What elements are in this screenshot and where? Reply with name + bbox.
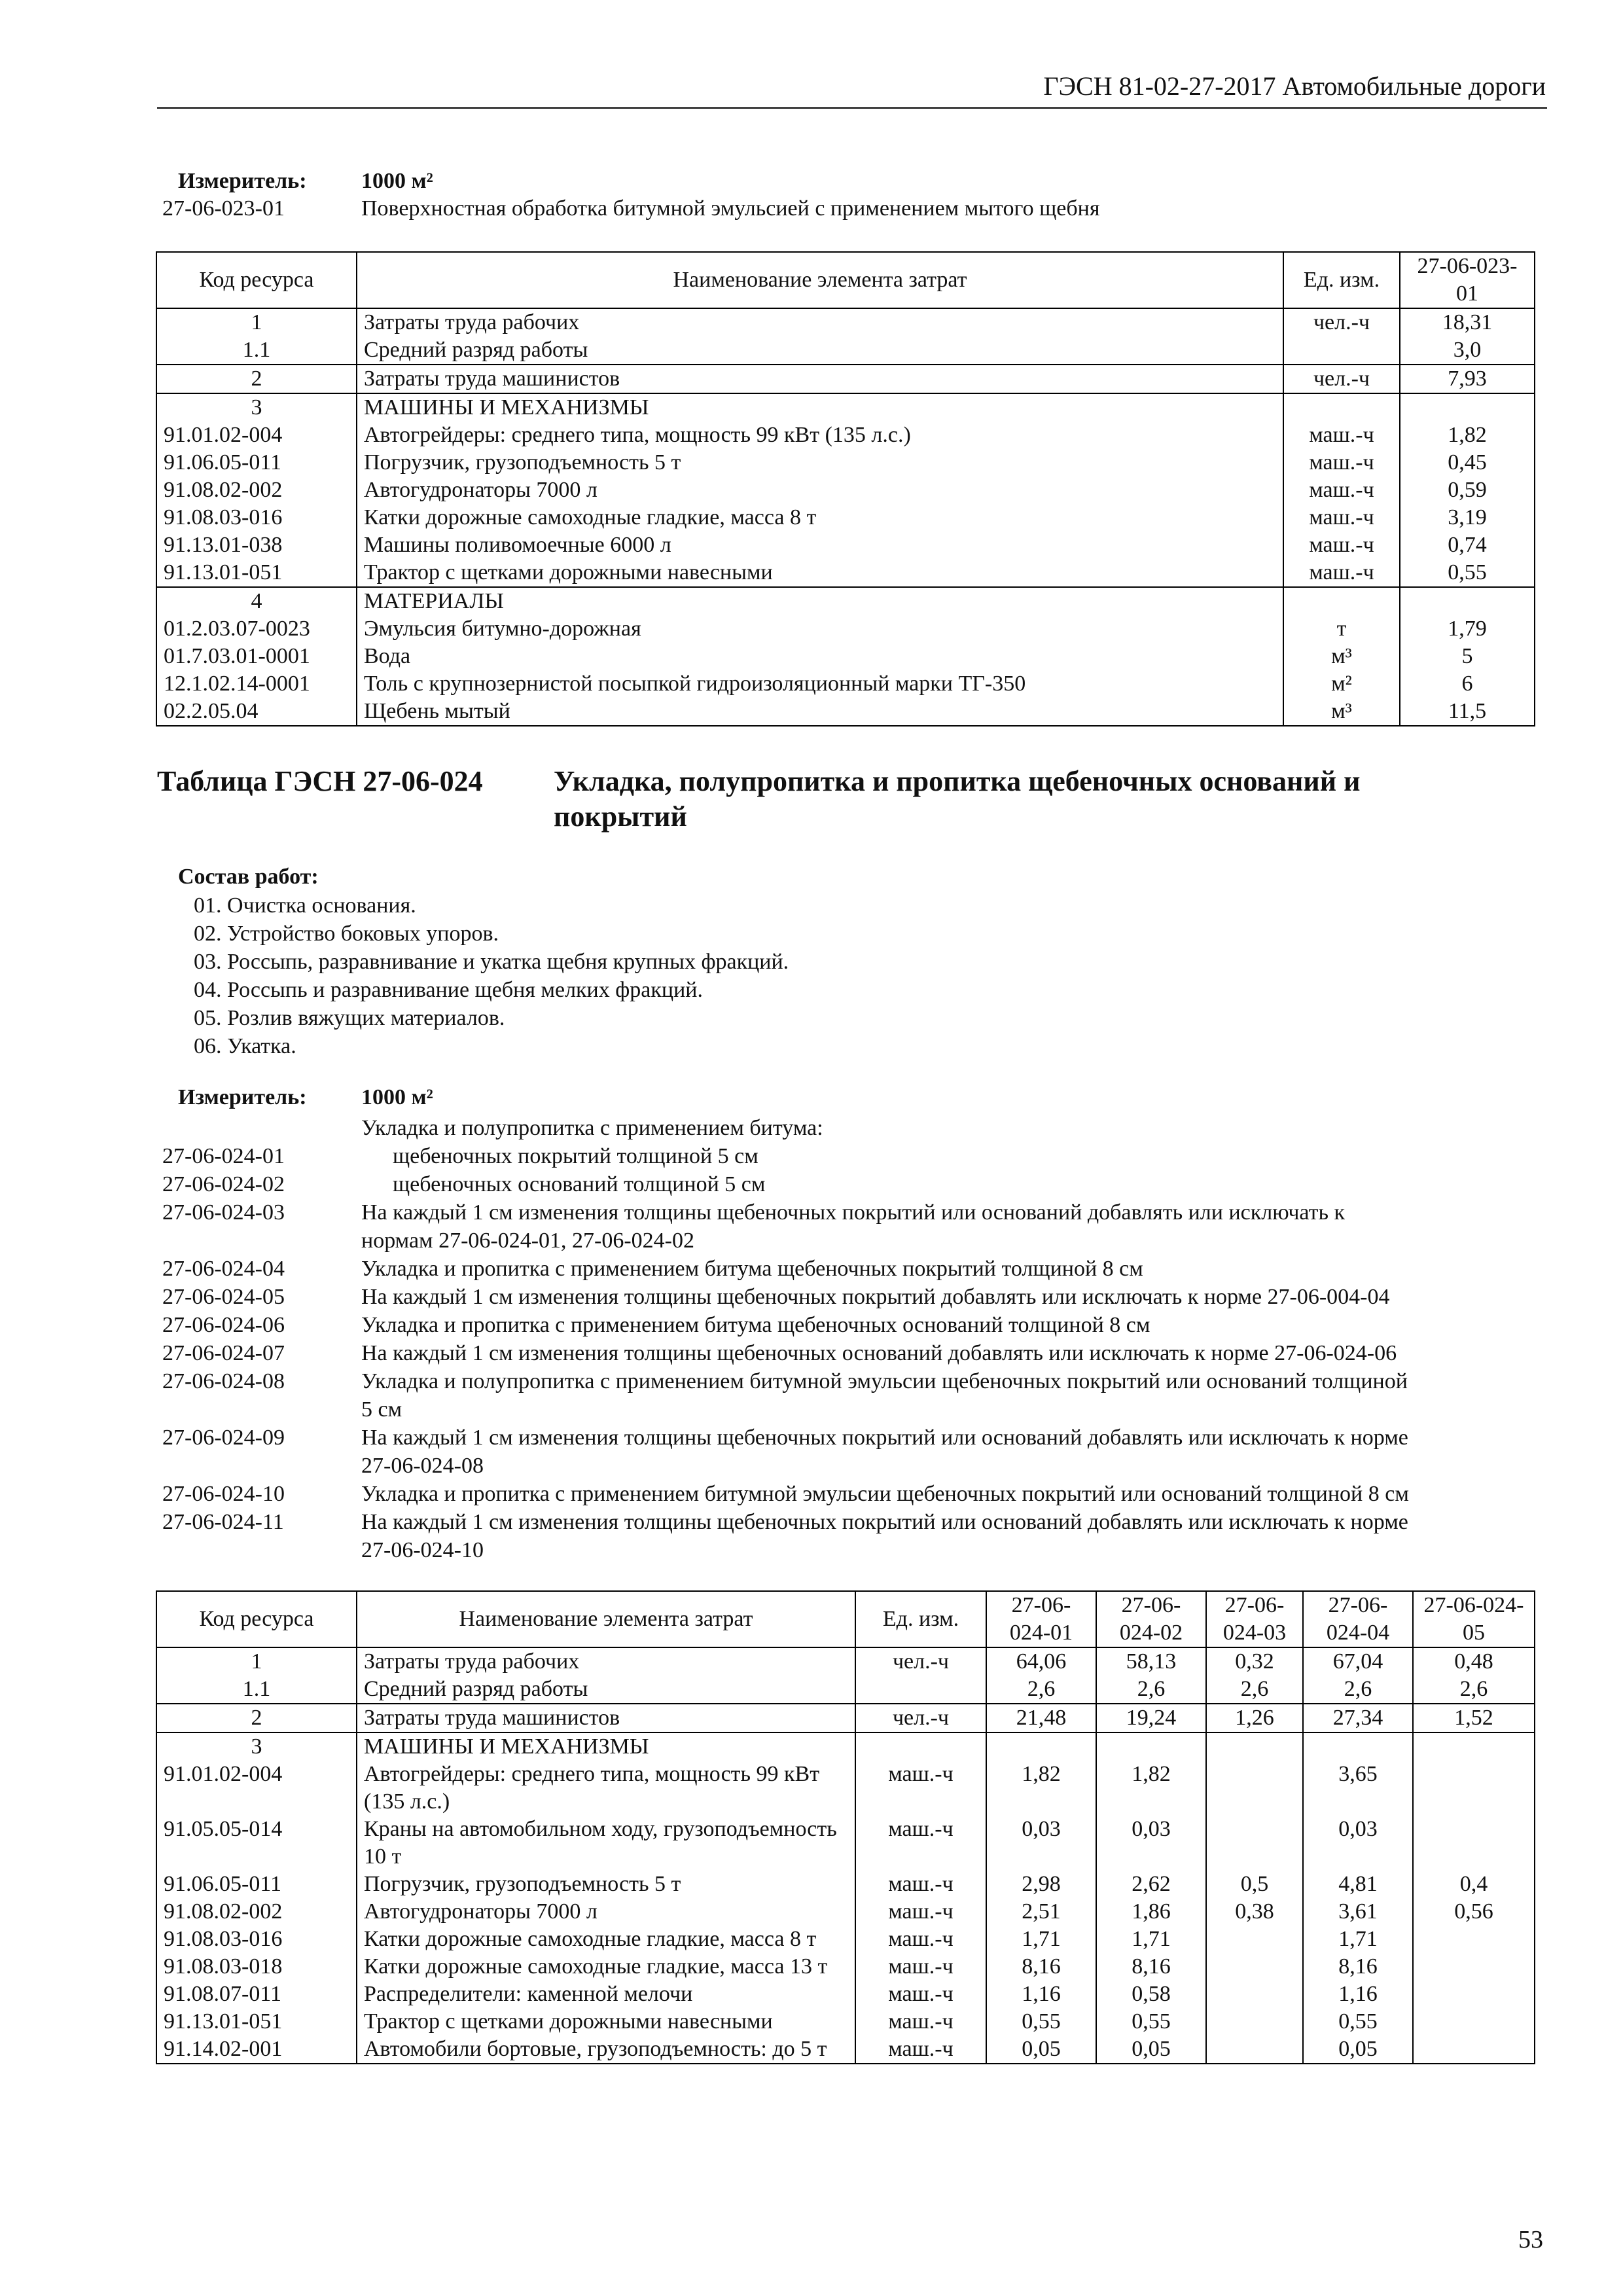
value-cell — [1206, 1732, 1303, 1761]
unit: маш.-ч — [855, 1871, 986, 1898]
value-cell: 1,52 — [1413, 1704, 1535, 1732]
unit — [1283, 336, 1400, 365]
resource-code: 1 — [156, 1647, 357, 1676]
page-number: 53 — [1518, 2226, 1543, 2253]
value-cell: 0,05 — [1096, 2036, 1206, 2064]
work-item: 06. Укатка. — [194, 1034, 296, 1058]
column-header: Наименование элемента затрат — [357, 1591, 855, 1647]
table-row — [156, 1871, 1535, 1898]
value-cell — [1413, 1761, 1535, 1816]
value-cell — [1096, 1732, 1206, 1761]
norm-row — [162, 1198, 1550, 1255]
value-cell: 6 — [1400, 670, 1535, 698]
table-row — [156, 1676, 1535, 1704]
resource-name: Автогрейдеры: среднего типа, мощность 99 кВт (135 л.с.) — [357, 422, 1283, 449]
table-row — [156, 531, 1535, 559]
column-header: Код ресурса — [156, 252, 357, 308]
unit: маш.-ч — [855, 2036, 986, 2064]
value-cell — [1206, 2008, 1303, 2036]
norm-row — [162, 1480, 1550, 1508]
column-header: Наименование элемента затрат — [357, 252, 1283, 308]
unit: м³ — [1283, 698, 1400, 726]
norms-list — [162, 1114, 1550, 1564]
resource-name: Трактор с щетками дорожными навесными — [357, 2008, 855, 2036]
value-cell: 7,93 — [1400, 365, 1535, 393]
value-cell: 0,45 — [1400, 449, 1535, 476]
unit: маш.-ч — [855, 1898, 986, 1926]
table-row — [156, 1761, 1535, 1816]
resource-name: Толь с крупнозернистой посыпкой гидроизоляционный марки ТГ-350 — [357, 670, 1283, 698]
unit: т — [1283, 615, 1400, 643]
norm-code: 27-06-024-08 — [162, 1369, 285, 1393]
value-cell: 1,16 — [986, 1981, 1096, 2008]
value-cell: 1,82 — [986, 1761, 1096, 1816]
resource-name: Погрузчик, грузоподъемность 5 т — [357, 1871, 855, 1898]
value-cell: 1,86 — [1096, 1898, 1206, 1926]
norm-text-line: Укладка и пропитка с применением битумной эмульсии щебеночных покрытий или оснований толщиной 8 см — [361, 1482, 1409, 1506]
unit: м³ — [1283, 643, 1400, 670]
norm-text-line: 27-06-024-08 — [361, 1454, 484, 1478]
value-cell — [1413, 1926, 1535, 1953]
value-cell: 2,6 — [1096, 1676, 1206, 1704]
value-cell — [1206, 1926, 1303, 1953]
value-cell: 1,79 — [1400, 615, 1535, 643]
resource-code: 91.13.01-051 — [156, 2008, 357, 2036]
norm-code: 27-06-024-07 — [162, 1341, 285, 1365]
resource-table-2 — [156, 1590, 1535, 2064]
norm-text-line: На каждый 1 см изменения толщины щебеночных покрытий или оснований добавлять или исключать к норме — [361, 1426, 1408, 1450]
unit — [855, 1732, 986, 1761]
value-cell — [1413, 1816, 1535, 1871]
norm-row — [162, 1508, 1550, 1564]
column-header: 27-06-024-05 — [1413, 1591, 1535, 1647]
value-cell: 3,61 — [1303, 1898, 1413, 1926]
resource-code: 91.06.05-011 — [156, 449, 357, 476]
value-cell — [1413, 1732, 1535, 1761]
measure-label: Измеритель: — [178, 169, 307, 193]
table-row — [156, 698, 1535, 726]
table-row — [156, 504, 1535, 531]
value-cell: 0,55 — [1303, 2008, 1413, 2036]
resource-name: МАШИНЫ И МЕХАНИЗМЫ — [357, 1732, 855, 1761]
value-cell: 11,5 — [1400, 698, 1535, 726]
value-cell: 1,71 — [986, 1926, 1096, 1953]
table-row — [156, 1816, 1535, 1871]
resource-code: 91.05.05-014 — [156, 1816, 357, 1871]
value-cell — [1413, 1981, 1535, 2008]
value-cell: 21,48 — [986, 1704, 1096, 1732]
unit: маш.-ч — [1283, 449, 1400, 476]
table-row — [156, 308, 1535, 336]
norm-row — [162, 1339, 1550, 1367]
norm-text-line: щебеночных покрытий толщиной 5 см — [393, 1144, 758, 1168]
work-item: 01. Очистка основания. — [194, 893, 416, 918]
works-list — [194, 891, 789, 1060]
resource-name: Краны на автомобильном ходу, грузоподъемность 10 т — [357, 1816, 855, 1871]
norm-code: 27-06-024-06 — [162, 1313, 285, 1337]
column-header: Ед. изм. — [855, 1591, 986, 1647]
value-cell: 0,03 — [1096, 1816, 1206, 1871]
resource-code: 91.08.03-018 — [156, 1953, 357, 1981]
value-cell: 3,0 — [1400, 336, 1535, 365]
norm-code: 27-06-024-02 — [162, 1172, 285, 1196]
value-cell: 2,51 — [986, 1898, 1096, 1926]
table-row — [156, 422, 1535, 449]
resource-name: Затраты труда машинистов — [357, 365, 1283, 393]
resource-name: Трактор с щетками дорожными навесными — [357, 559, 1283, 587]
value-cell: 1,82 — [1400, 422, 1535, 449]
resource-code: 91.14.02-001 — [156, 2036, 357, 2064]
value-cell — [1400, 393, 1535, 422]
unit: чел.-ч — [855, 1704, 986, 1732]
norm-text-line: Укладка и пропитка с применением битума щебеночных покрытий толщиной 8 см — [361, 1257, 1143, 1281]
table-row — [156, 643, 1535, 670]
norm-text-line: нормам 27-06-024-01, 27-06-024-02 — [361, 1229, 695, 1253]
column-header: 27-06-024-02 — [1096, 1591, 1206, 1647]
work-item: 04. Россыпь и разравнивание щебня мелких фракций. — [194, 978, 703, 1002]
resource-name: Автогрейдеры: среднего типа, мощность 99 кВт (135 л.с.) — [357, 1761, 855, 1816]
value-cell — [1206, 1981, 1303, 2008]
resource-name: МАШИНЫ И МЕХАНИЗМЫ — [357, 393, 1283, 422]
norm-code: 27-06-024-03 — [162, 1200, 285, 1225]
value-cell: 1,82 — [1096, 1761, 1206, 1816]
norm-text-line: На каждый 1 см изменения толщины щебеночных покрытий или оснований добавлять или исключать к — [361, 1200, 1346, 1225]
column-header: 27-06-024-01 — [986, 1591, 1096, 1647]
value-cell: 0,55 — [986, 2008, 1096, 2036]
value-cell: 0,03 — [986, 1816, 1096, 1871]
table-row — [156, 587, 1535, 615]
resource-code: 3 — [156, 393, 357, 422]
column-header: 27-06-024-04 — [1303, 1591, 1413, 1647]
norm-row — [162, 1367, 1550, 1424]
column-header: Код ресурса — [156, 1591, 357, 1647]
resource-code: 1.1 — [156, 1676, 357, 1704]
norm-row — [162, 1142, 1550, 1170]
unit: маш.-ч — [855, 2008, 986, 2036]
resource-name: Катки дорожные самоходные гладкие, масса 8 т — [357, 504, 1283, 531]
resource-name: Средний разряд работы — [357, 336, 1283, 365]
norm-text-line: щебеночных оснований толщиной 5 см — [393, 1172, 766, 1196]
resource-code: 91.08.03-016 — [156, 504, 357, 531]
unit: маш.-ч — [855, 1981, 986, 2008]
resource-name: Автогудронаторы 7000 л — [357, 1898, 855, 1926]
table-label: Таблица ГЭСН 27-06-024 — [157, 765, 483, 797]
resource-code: 91.08.02-002 — [156, 1898, 357, 1926]
value-cell — [1206, 2036, 1303, 2064]
norm-description: Поверхностная обработка битумной эмульсией с применением мытого щебня — [361, 196, 1100, 221]
resource-name: Автогудронаторы 7000 л — [357, 476, 1283, 504]
resource-name: Машины поливомоечные 6000 л — [357, 531, 1283, 559]
unit: маш.-ч — [1283, 559, 1400, 587]
column-header: 27-06-024-03 — [1206, 1591, 1303, 1647]
value-cell: 1,71 — [1096, 1926, 1206, 1953]
table-header-row — [156, 252, 1535, 308]
resource-code: 1 — [156, 308, 357, 336]
value-cell: 3,19 — [1400, 504, 1535, 531]
value-cell — [1413, 1953, 1535, 1981]
norm-code: 27-06-024-09 — [162, 1426, 285, 1450]
unit: м² — [1283, 670, 1400, 698]
norm-row — [162, 1311, 1550, 1339]
value-cell: 2,62 — [1096, 1871, 1206, 1898]
resource-code: 91.13.01-051 — [156, 559, 357, 587]
unit: чел.-ч — [855, 1647, 986, 1676]
value-cell: 2,6 — [1206, 1676, 1303, 1704]
work-item: 03. Россыпь, разравнивание и укатка щебня крупных фракций. — [194, 950, 789, 974]
value-cell: 8,16 — [1303, 1953, 1413, 1981]
norm-text-line: 5 см — [361, 1397, 402, 1422]
table-row — [156, 1898, 1535, 1926]
table-row — [156, 336, 1535, 365]
norm-code: 27-06-023-01 — [162, 196, 285, 221]
value-cell: 0,03 — [1303, 1816, 1413, 1871]
norm-code: 27-06-024-04 — [162, 1257, 285, 1281]
resource-table-1 — [156, 251, 1535, 726]
table-row — [156, 2036, 1535, 2064]
value-cell: 3,65 — [1303, 1761, 1413, 1816]
value-cell — [1206, 1816, 1303, 1871]
value-cell — [986, 1732, 1096, 1761]
resource-code: 3 — [156, 1732, 357, 1761]
value-cell: 0,55 — [1400, 559, 1535, 587]
resource-name: Распределители: каменной мелочи — [357, 1981, 855, 2008]
value-cell: 2,6 — [1303, 1676, 1413, 1704]
value-cell: 8,16 — [986, 1953, 1096, 1981]
resource-name: Затраты труда машинистов — [357, 1704, 855, 1732]
unit — [1283, 587, 1400, 615]
value-cell: 0,48 — [1413, 1647, 1535, 1676]
value-cell: 0,74 — [1400, 531, 1535, 559]
table-row — [156, 1981, 1535, 2008]
resource-code: 02.2.05.04 — [156, 698, 357, 726]
resource-code: 91.01.02-004 — [156, 422, 357, 449]
norm-row — [162, 1283, 1550, 1311]
norm-text-line: 27-06-024-10 — [361, 1538, 484, 1562]
value-cell — [1206, 1761, 1303, 1816]
resource-name: Вода — [357, 643, 1283, 670]
column-header: Ед. изм. — [1283, 252, 1400, 308]
value-cell: 0,5 — [1206, 1871, 1303, 1898]
unit: маш.-ч — [1283, 504, 1400, 531]
norm-text-line: Укладка и полупропитка с применением битумной эмульсии щебеночных покрытий или оснований толщиной — [361, 1369, 1408, 1393]
resource-code: 01.7.03.01-0001 — [156, 643, 357, 670]
value-cell: 1,71 — [1303, 1926, 1413, 1953]
table-row — [156, 1704, 1535, 1732]
value-cell — [1413, 2008, 1535, 2036]
value-cell: 27,34 — [1303, 1704, 1413, 1732]
norm-text-line: Укладка и пропитка с применением битума щебеночных оснований толщиной 8 см — [361, 1313, 1150, 1337]
value-cell: 0,58 — [1096, 1981, 1206, 2008]
table-row — [156, 1732, 1535, 1761]
unit: чел.-ч — [1283, 365, 1400, 393]
table-row — [156, 1926, 1535, 1953]
table-row — [156, 2008, 1535, 2036]
unit: маш.-ч — [1283, 531, 1400, 559]
norm-text-line: На каждый 1 см изменения толщины щебеночных оснований добавлять или исключать к норме 27-06-024-06 — [361, 1341, 1397, 1365]
value-cell: 1,16 — [1303, 1981, 1413, 2008]
value-cell — [1413, 2036, 1535, 2064]
value-cell: 67,04 — [1303, 1647, 1413, 1676]
table-row — [156, 476, 1535, 504]
value-cell — [1400, 587, 1535, 615]
table-title-line-1: Укладка, полупропитка и пропитка щебеночных оснований и — [554, 765, 1361, 797]
table-row — [156, 365, 1535, 393]
resource-code: 91.13.01-038 — [156, 531, 357, 559]
table-row — [156, 559, 1535, 587]
resource-code: 91.08.03-016 — [156, 1926, 357, 1953]
value-cell: 18,31 — [1400, 308, 1535, 336]
norm-text-line: На каждый 1 см изменения толщины щебеночных покрытий или оснований добавлять или исключать к норме — [361, 1510, 1408, 1534]
table-row — [156, 1953, 1535, 1981]
unit: маш.-ч — [1283, 476, 1400, 504]
value-cell: 0,56 — [1413, 1898, 1535, 1926]
resource-name: Автомобили бортовые, грузоподъемность: до 5 т — [357, 2036, 855, 2064]
value-cell: 2,6 — [986, 1676, 1096, 1704]
unit — [855, 1676, 986, 1704]
value-cell — [1303, 1732, 1413, 1761]
measure-label-2: Измеритель: — [178, 1085, 307, 1109]
resource-code: 01.2.03.07-0023 — [156, 615, 357, 643]
table-title-line-2: покрытий — [554, 800, 687, 833]
header-rule — [157, 107, 1547, 109]
value-cell: 0,55 — [1096, 2008, 1206, 2036]
measure-value-2: 1000 м² — [361, 1085, 433, 1109]
running-header: ГЭСН 81-02-27-2017 Автомобильные дороги — [1043, 71, 1546, 101]
resource-code: 2 — [156, 1704, 357, 1732]
value-cell: 4,81 — [1303, 1871, 1413, 1898]
table-row — [156, 670, 1535, 698]
works-label: Состав работ: — [178, 865, 319, 889]
resource-code: 12.1.02.14-0001 — [156, 670, 357, 698]
table-header-row — [156, 1591, 1535, 1647]
unit: маш.-ч — [1283, 422, 1400, 449]
column-header: 27-06-023-01 — [1400, 252, 1535, 308]
resource-name: Эмульсия битумно-дорожная — [357, 615, 1283, 643]
norm-text-line: На каждый 1 см изменения толщины щебеночных покрытий добавлять или исключать к норме 27-06-004-04 — [361, 1285, 1390, 1309]
resource-name: Щебень мытый — [357, 698, 1283, 726]
unit: чел.-ч — [1283, 308, 1400, 336]
norm-code: 27-06-024-10 — [162, 1482, 285, 1506]
norm-row — [162, 1424, 1550, 1480]
norm-code: 27-06-024-05 — [162, 1285, 285, 1309]
resource-code: 4 — [156, 587, 357, 615]
value-cell: 0,4 — [1413, 1871, 1535, 1898]
table-row — [156, 449, 1535, 476]
value-cell: 2,6 — [1413, 1676, 1535, 1704]
unit: маш.-ч — [855, 1953, 986, 1981]
norm-row — [162, 1114, 1550, 1142]
resource-name: Погрузчик, грузоподъемность 5 т — [357, 449, 1283, 476]
resource-name: Катки дорожные самоходные гладкие, масса 8 т — [357, 1926, 855, 1953]
norm-code: 27-06-024-01 — [162, 1144, 285, 1168]
unit: маш.-ч — [855, 1761, 986, 1816]
value-cell: 0,05 — [986, 2036, 1096, 2064]
unit — [1283, 393, 1400, 422]
resource-name: Затраты труда рабочих — [357, 308, 1283, 336]
measure-value: 1000 м² — [361, 169, 433, 193]
value-cell: 0,59 — [1400, 476, 1535, 504]
resource-name: Катки дорожные самоходные гладкие, масса 13 т — [357, 1953, 855, 1981]
value-cell: 19,24 — [1096, 1704, 1206, 1732]
norm-row — [162, 1170, 1550, 1198]
value-cell: 2,98 — [986, 1871, 1096, 1898]
work-item: 05. Розлив вяжущих материалов. — [194, 1006, 505, 1030]
resource-name: Затраты труда рабочих — [357, 1647, 855, 1676]
table-row — [156, 1647, 1535, 1676]
value-cell: 0,38 — [1206, 1898, 1303, 1926]
value-cell — [1206, 1953, 1303, 1981]
norm-code: 27-06-024-11 — [162, 1510, 284, 1534]
unit: маш.-ч — [855, 1926, 986, 1953]
value-cell: 0,05 — [1303, 2036, 1413, 2064]
resource-code: 91.08.02-002 — [156, 476, 357, 504]
norm-row — [162, 1255, 1550, 1283]
resource-code: 91.08.07-011 — [156, 1981, 357, 2008]
norm-text-line: Укладка и полупропитка с применением битума: — [361, 1116, 823, 1140]
table-row — [156, 393, 1535, 422]
table-row — [156, 615, 1535, 643]
resource-code: 1.1 — [156, 336, 357, 365]
resource-code: 91.06.05-011 — [156, 1871, 357, 1898]
work-item: 02. Устройство боковых упоров. — [194, 922, 499, 946]
value-cell: 0,32 — [1206, 1647, 1303, 1676]
resource-name: Средний разряд работы — [357, 1676, 855, 1704]
value-cell: 8,16 — [1096, 1953, 1206, 1981]
value-cell: 5 — [1400, 643, 1535, 670]
resource-code: 2 — [156, 365, 357, 393]
value-cell: 58,13 — [1096, 1647, 1206, 1676]
value-cell: 1,26 — [1206, 1704, 1303, 1732]
value-cell: 64,06 — [986, 1647, 1096, 1676]
resource-code: 91.01.02-004 — [156, 1761, 357, 1816]
resource-name: МАТЕРИАЛЫ — [357, 587, 1283, 615]
unit: маш.-ч — [855, 1816, 986, 1871]
